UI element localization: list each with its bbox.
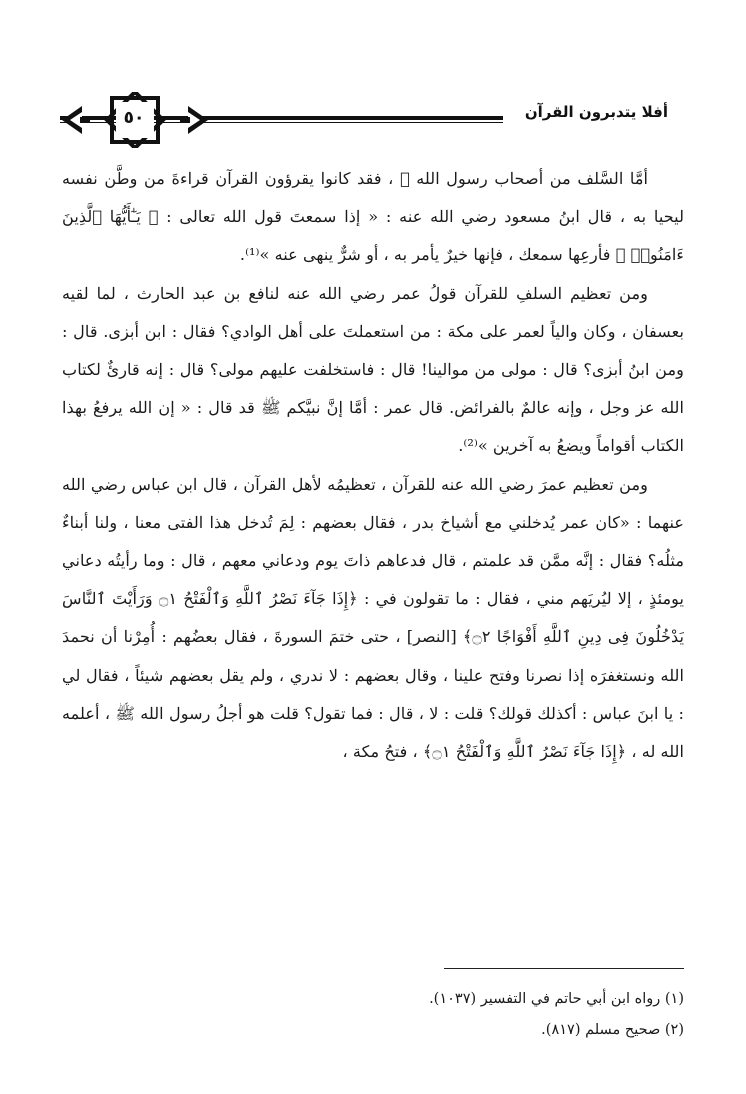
footnote: (٢) صحيح مسلم (٨١٧).	[541, 1022, 684, 1038]
paragraph: أمَّا السَّلف من أصحاب رسول الله ﷺ ، فقد كانوا يقرؤون القرآن قراءةَ من وطَّن نفسه ليحيا به ، قال ابنُ مسعود رضي الله عنه : « إذا سمعتَ قول الله تعالى : ﴿ يَـٰٓأَيُّهَا ٱلَّذِينَ ءَامَنُوا۟ ﴾ فأرعِها سمعك ، فإنها خيرٌ يأمر به ، أو شرٌّ ينهى عنه »⁽¹⁾.	[62, 169, 684, 265]
paragraph: ومن تعظيم عمرَ رضي الله عنه للقرآن ، تعظيمُه لأهل القرآن ، قال ابن عباس رضي الله عنهما : «كان عمر يُدخلني مع أشياخ بدر ، فقال بعضهم : لِمَ تُدخل هذا الفتى معنا ، ولنا أبناءٌ مثلُه؟ فقال : إنَّه ممَّن قد علمتم ، قال فدعاهم ذاتَ يوم ودعاني معهم ، قال : وما رأيتُه دعاني يومئذٍ ، إلا ليُريَهم مني ، فقال : ما تقولون في : ﴿إِذَا جَآءَ نَصْرُ ٱللَّهِ وَٱلْفَتْحُ ۝١ وَرَأَيْتَ ٱلنَّاسَ يَدْخُلُونَ فِى دِينِ ٱللَّهِ أَفْوَاجًا ۝٢﴾ [النصر] ، حتى ختمَ السورةَ ، فقال بعضُهم : أُمِرْنا أن نحمدَ الله ونستغفرَه إذا نصرنا وفتح علينا ، وقال بعضهم : لا ندري ، ولم يقل بعضهم شيئاً ، فقال لي : يا ابنَ عباس : أكذلك قولك؟ قلت : لا ، قال : فما تقول؟ قلت هو أجلُ رسول الله ﷺ ، أعلمه الله له ، ﴿إِذَا جَآءَ نَصْرُ ٱللَّهِ وَٱلْفَتْحُ ۝١﴾ ، فتحُ مكة ،	[62, 474, 684, 762]
main-text	[62, 160, 684, 771]
book-title: أفلا يتدبرون القرآن	[524, 103, 668, 121]
footnotes	[62, 984, 684, 1046]
page-number: ٥٠	[123, 108, 145, 128]
page-header	[60, 92, 668, 148]
footnote: (١) رواه ابن أبي حاتم في التفسير (١٠٣٧).	[429, 991, 684, 1007]
paragraph: ومن تعظيم السلفِ للقرآن قولُ عمر رضي الله عنه لنافع بن عبد الحارث ، لما لقيه بعسفان ، وكان والياً لعمر على مكة : من استعملتَ على أهل الوادي؟ فقال : ابن أبزى. قال : ومن ابنُ أبزى؟ قال : مولى من موالينا! قال : فاستخلفت عليهم مولى؟ قال : إنه قارئٌ لكتاب الله عز وجل ، وإنه عالمٌ بالفرائض. قال عمر : أمَّا إنَّ نبيَّكم ﷺ قد قال : « إن الله يرفعُ بهذا الكتاب أقواماً ويضعُ به آخرين »⁽²⁾.	[62, 283, 684, 456]
footnote-divider	[444, 968, 684, 969]
